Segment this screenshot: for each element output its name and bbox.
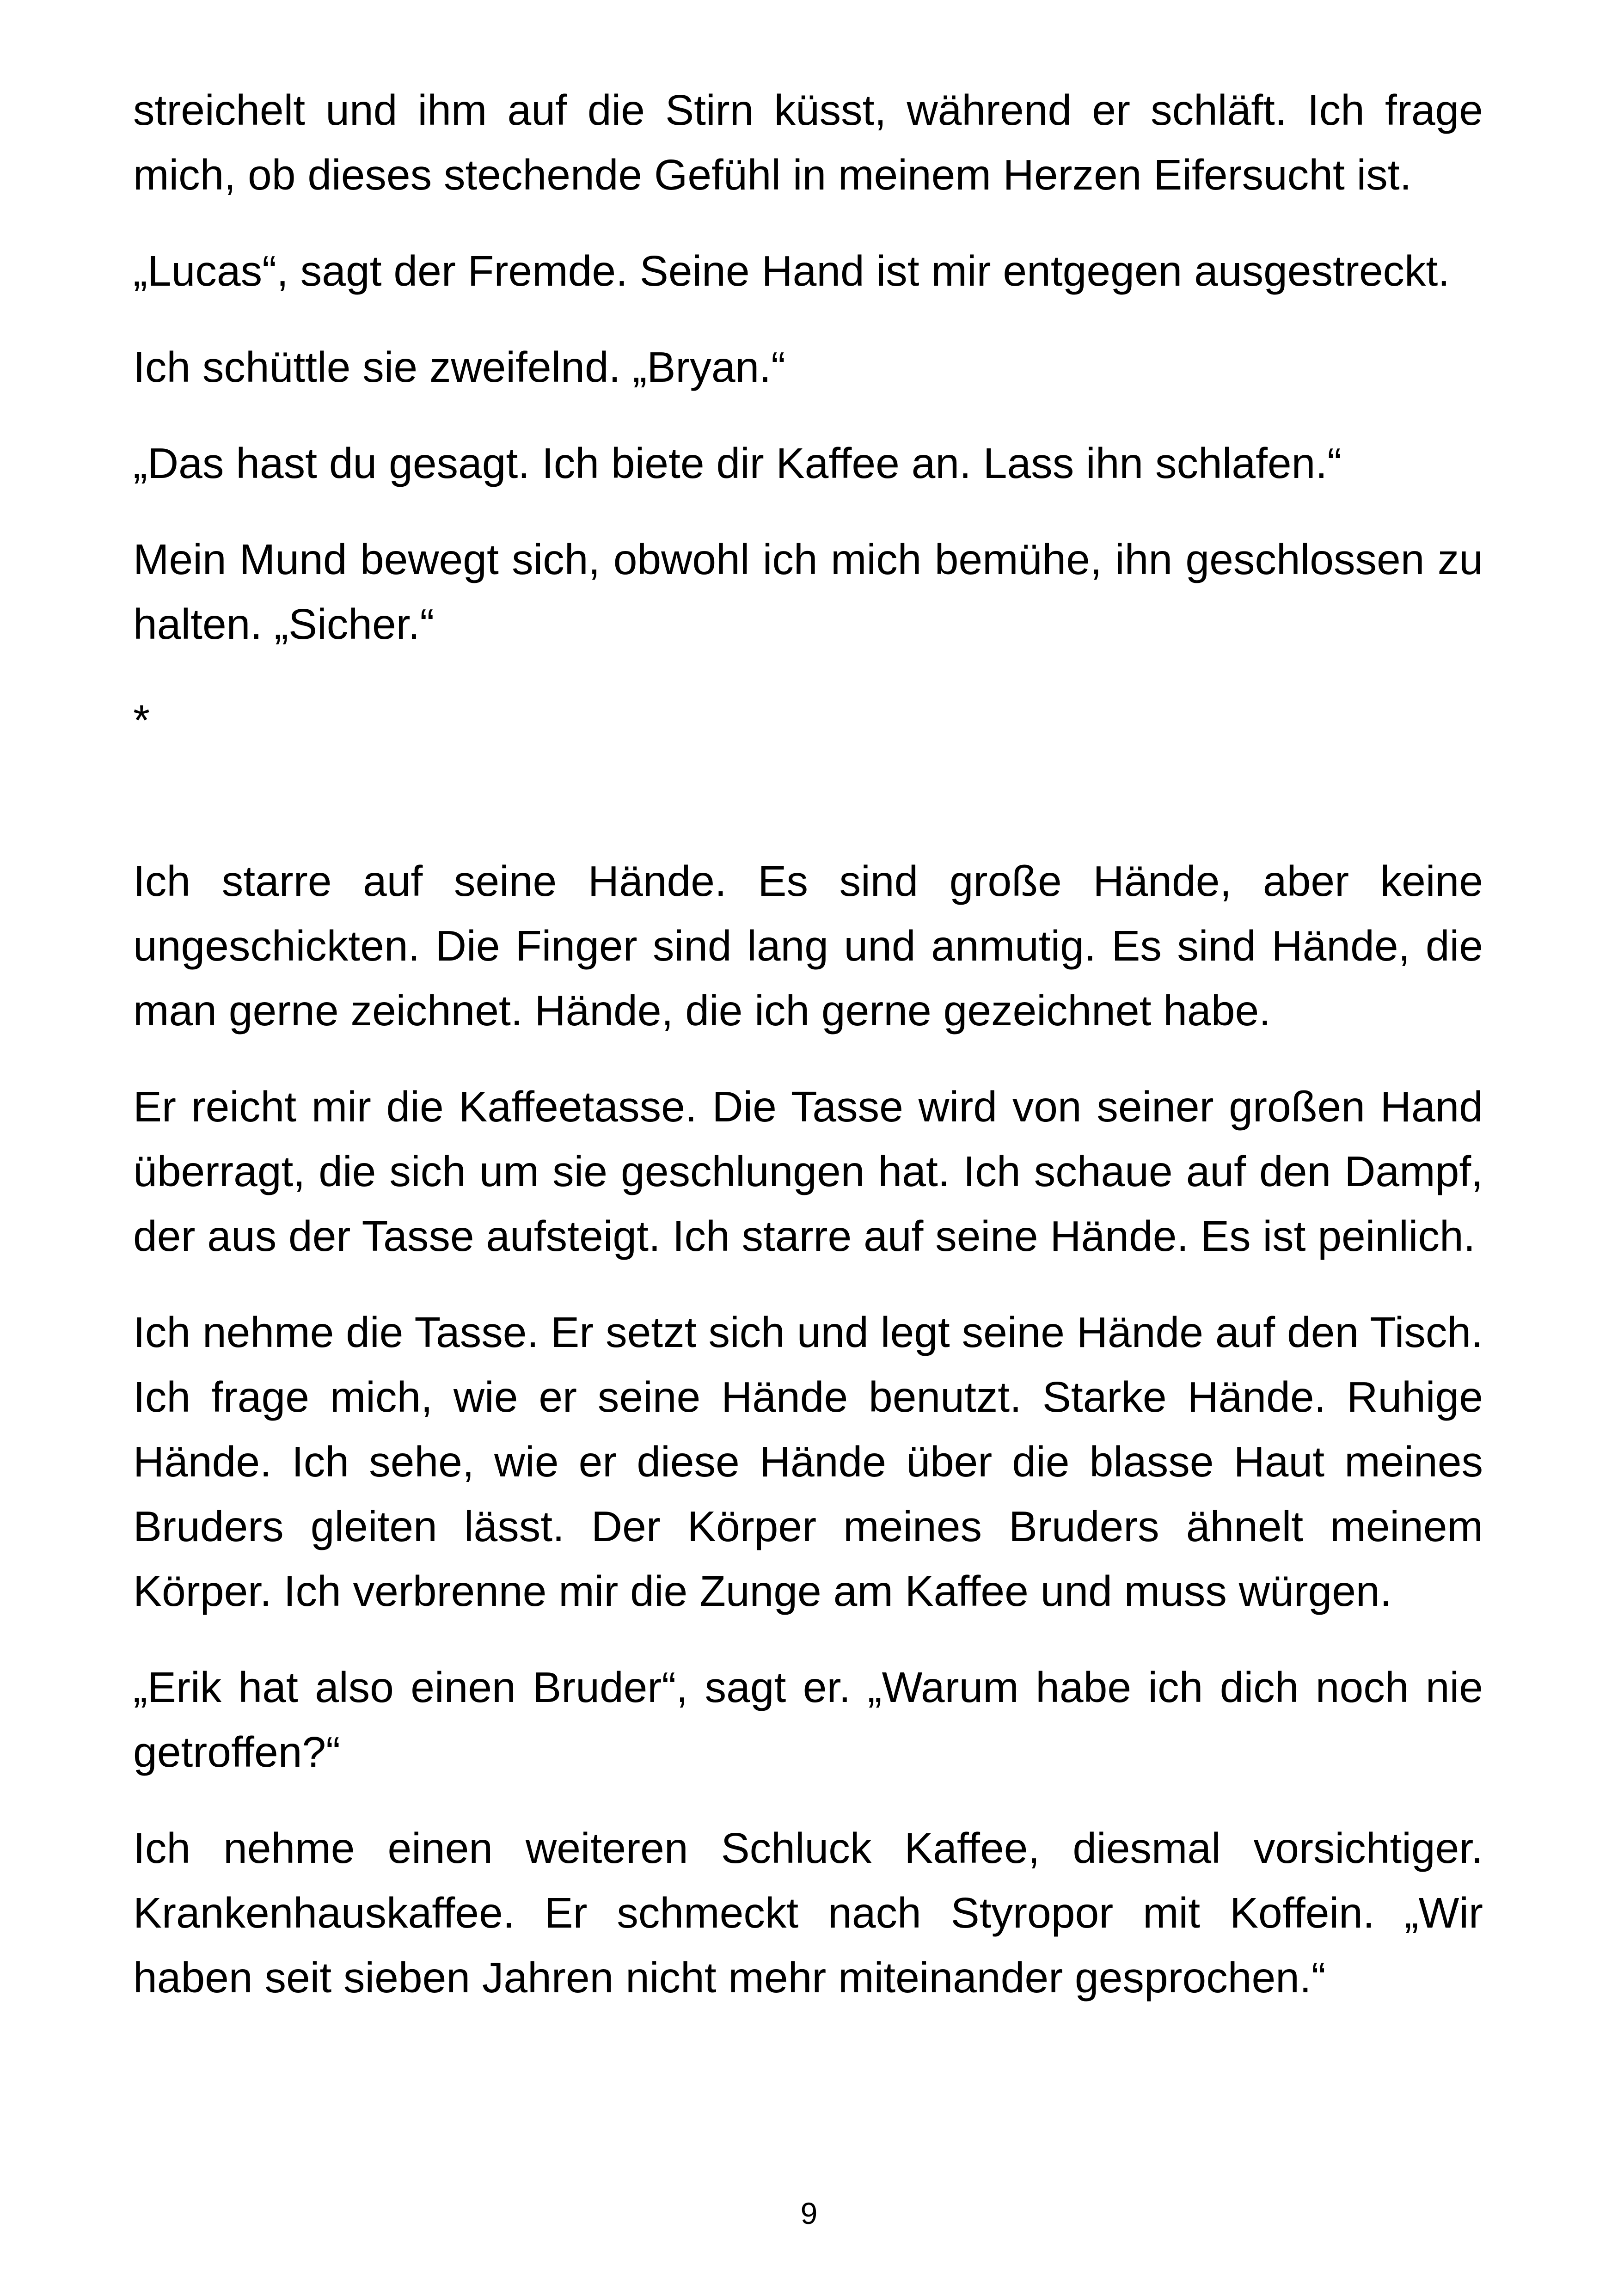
paragraph-7: Er reicht mir die Kaffeetasse. Die Tasse wird von seiner großen Hand überragt, die sich um sie geschlungen hat. Ich schaue auf den Dampf, der aus der Tasse aufsteigt. Ich starre auf seine Hände. Es ist peinlich. bbox=[133, 1083, 1483, 1260]
paragraph-3: Ich schüttle sie zweifelnd. „Bryan.“ bbox=[133, 343, 786, 391]
paragraph-5: Mein Mund bewegt sich, obwohl ich mich bemühe, ihn geschlossen zu halten. „Sicher.“ bbox=[133, 535, 1483, 648]
paragraph-9: „Erik hat also einen Bruder“, sagt er. „Warum habe ich dich noch nie getroffen?“ bbox=[133, 1663, 1483, 1776]
scene-break: * bbox=[133, 696, 150, 744]
page-number: 9 bbox=[800, 2196, 818, 2230]
paragraph-1: streichelt und ihm auf die Stirn küsst, während er schläft. Ich frage mich, ob dieses stechende Gefühl in meinem Herzen Eifersucht ist. bbox=[133, 86, 1483, 199]
paragraph-8: Ich nehme die Tasse. Er setzt sich und legt seine Hände auf den Tisch. Ich frage mich, wie er seine Hände benutzt. Starke Hände. Ruhige Hände. Ich sehe, wie er diese Hände über die blasse Haut meines Bruders gleiten lässt. Der Körper meines Bruders ähnelt meinem Körper. Ich verbrenne mir die Zunge am Kaffee und muss würgen. bbox=[133, 1308, 1483, 1615]
paragraph-4: „Das hast du gesagt. Ich biete dir Kaffee an. Lass ihn schlafen.“ bbox=[133, 439, 1342, 487]
paragraph-10: Ich nehme einen weiteren Schluck Kaffee, diesmal vorsichtiger. Krankenhauskaffee. Er schmeckt nach Styropor mit Koffein. „Wir haben seit sieben Jahren nicht mehr miteinander gesprochen.“ bbox=[133, 1824, 1483, 2002]
paragraph-2: „Lucas“, sagt der Fremde. Seine Hand ist mir entgegen ausgestreckt. bbox=[133, 247, 1450, 295]
body-text bbox=[133, 78, 1483, 2041]
paragraph-6: Ich starre auf seine Hände. Es sind große Hände, aber keine ungeschickten. Die Finger sind lang und anmutig. Es sind Hände, die man gerne zeichnet. Hände, die ich gerne gezeichnet habe. bbox=[133, 857, 1483, 1035]
